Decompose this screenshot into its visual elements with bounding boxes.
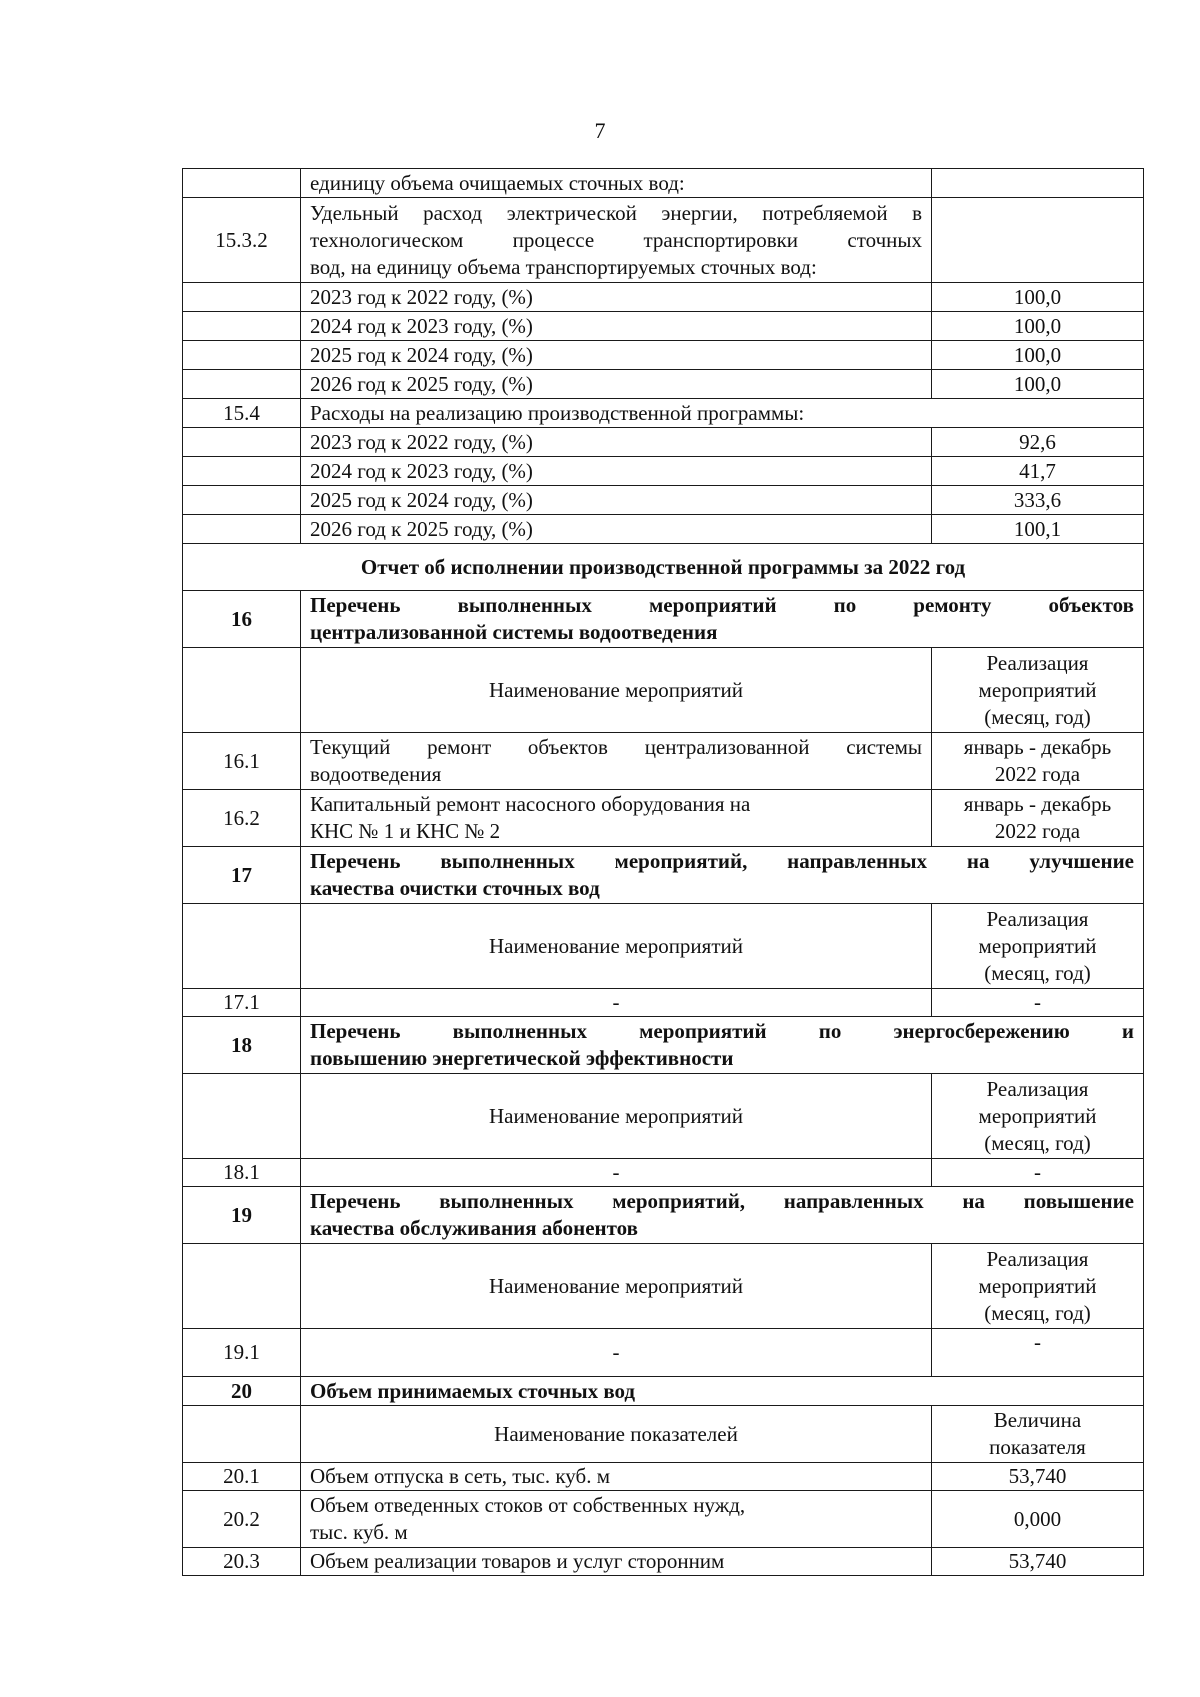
row-number: 18.1 [183,1159,301,1187]
table-row [183,370,1144,399]
row-label: 2024 год к 2023 году, (%) [301,457,932,486]
row-number: 20.3 [183,1548,301,1576]
row-text: - [301,1159,932,1187]
table-row [183,1491,1144,1548]
realization-header: Реализация мероприятий (месяц, год) [932,904,1144,989]
row-number: 20.2 [183,1491,301,1548]
row-label: 2026 год к 2025 году, (%) [301,515,932,544]
section-number: 17 [183,847,301,904]
events-name-header: Наименование мероприятий [301,1244,932,1329]
row-number: 17.1 [183,989,301,1017]
row-value: - [932,989,1144,1017]
table-row [183,544,1144,591]
column-header-row [183,904,1144,989]
row-label: 2025 год к 2024 году, (%) [301,486,932,515]
row-number: 16.1 [183,733,301,790]
indicator-value-header: Величина показателя [932,1406,1144,1463]
row-text: Объем отведенных стоков от собственных нужд, тыс. куб. м [301,1491,932,1548]
table-row [183,1329,1144,1377]
section-title: Перечень выполненных мероприятий по ремонту объектов централизованной системы водоотведения [301,591,1144,648]
production-program-table [182,168,1144,1576]
table-row [183,341,1144,370]
row-value: 100,0 [932,312,1144,341]
section-header-row [183,847,1144,904]
table-row [183,399,1144,428]
row-value: 100,0 [932,283,1144,312]
row-text: Удельный расход электрической энергии, потребляемой в технологическом процессе транспортировки сточных вод, на единицу объема транспортируемых сточных вод: [301,198,932,283]
row-label: 2025 год к 2024 году, (%) [301,341,932,370]
row-value: - [932,1159,1144,1187]
row-text: Текущий ремонт объектов централизованной системы водоотведения [301,733,932,790]
row-number: 15.3.2 [183,198,301,283]
section-header-row [183,591,1144,648]
row-text: Расходы на реализацию производственной программы: [301,399,1144,428]
row-text: Объем реализации товаров и услуг сторонним [301,1548,932,1576]
section-header-row [183,1187,1144,1244]
section-title: Перечень выполненных мероприятий по энергосбережению и повышению энергетической эффективности [301,1017,1144,1074]
row-number: 16.2 [183,790,301,847]
events-name-header: Наименование мероприятий [301,648,932,733]
column-header-row [183,648,1144,733]
table-row [183,515,1144,544]
section-header-row [183,1017,1144,1074]
row-value: 100,0 [932,370,1144,399]
section-number: 20 [183,1377,301,1406]
row-value: 333,6 [932,486,1144,515]
section-header-row [183,1377,1144,1406]
row-value: 53,740 [932,1463,1144,1491]
table-row [183,312,1144,341]
row-value: 53,740 [932,1548,1144,1576]
row-value: - [932,1329,1144,1377]
table-row [183,428,1144,457]
column-header-row [183,1406,1144,1463]
table-row [183,198,1144,283]
report-title: Отчет об исполнении производственной программы за 2022 год [183,544,1144,591]
section-title: Объем принимаемых сточных вод [301,1377,1144,1406]
column-header-row [183,1244,1144,1329]
row-text: единицу объема очищаемых сточных вод: [301,169,932,198]
events-name-header: Наименование мероприятий [301,904,932,989]
realization-header: Реализация мероприятий (месяц, год) [932,1074,1144,1159]
row-label: 2024 год к 2023 году, (%) [301,312,932,341]
row-value: 92,6 [932,428,1144,457]
section-title: Перечень выполненных мероприятий, направленных на улучшение качества очистки сточных вод [301,847,1144,904]
row-value: январь - декабрь 2022 года [932,733,1144,790]
table-row [183,1159,1144,1187]
section-title: Перечень выполненных мероприятий, направленных на повышение качества обслуживания абонентов [301,1187,1144,1244]
table-row [183,989,1144,1017]
table-row [183,457,1144,486]
indicators-name-header: Наименование показателей [301,1406,932,1463]
table-row [183,283,1144,312]
page-number: 7 [594,118,606,143]
row-value: 0,000 [932,1491,1144,1548]
row-text: - [301,1329,932,1377]
column-header-row [183,1074,1144,1159]
section-number: 18 [183,1017,301,1074]
row-number: 19.1 [183,1329,301,1377]
section-number: 19 [183,1187,301,1244]
section-number: 16 [183,591,301,648]
row-text: Капитальный ремонт насосного оборудования на КНС № 1 и КНС № 2 [301,790,932,847]
row-label: 2023 год к 2022 году, (%) [301,428,932,457]
realization-header: Реализация мероприятий (месяц, год) [932,648,1144,733]
row-text: Объем отпуска в сеть, тыс. куб. м [301,1463,932,1491]
row-value: январь - декабрь 2022 года [932,790,1144,847]
row-text: - [301,989,932,1017]
table-row [183,169,1144,198]
row-label: 2026 год к 2025 году, (%) [301,370,932,399]
table-row [183,733,1144,790]
events-name-header: Наименование мероприятий [301,1074,932,1159]
row-number: 20.1 [183,1463,301,1491]
table-row [183,790,1144,847]
row-value: 100,1 [932,515,1144,544]
table-row [183,486,1144,515]
row-number: 15.4 [183,399,301,428]
row-value: 100,0 [932,341,1144,370]
row-label: 2023 год к 2022 году, (%) [301,283,932,312]
row-value: 41,7 [932,457,1144,486]
realization-header: Реализация мероприятий (месяц, год) [932,1244,1144,1329]
table-row [183,1463,1144,1491]
table-row [183,1548,1144,1576]
